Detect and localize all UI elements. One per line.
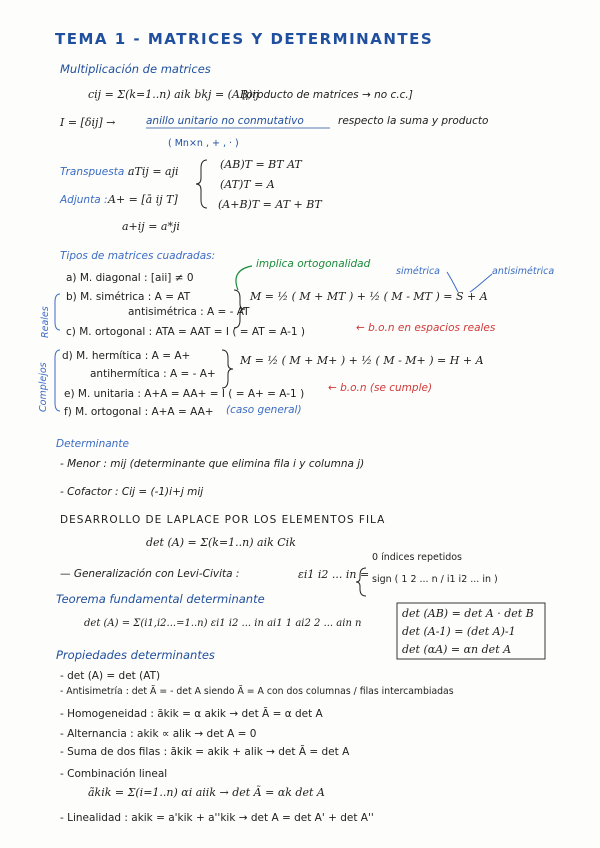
type-diagonal: a) M. diagonal : [aii] ≠ 0 — [66, 272, 194, 284]
ring-set: ( Mn×n , + , · ) — [168, 138, 239, 149]
type-antihermitica: antihermítica : A = - A+ — [90, 368, 216, 380]
label-transpuesta: Transpuesta : — [60, 166, 132, 178]
prop-combinacion: - Combinación lineal — [60, 768, 168, 780]
type-simetrica: b) M. simétrica : A = AT — [66, 291, 191, 303]
label-adjunta: Adjunta : — [60, 194, 108, 206]
prop-antisimetria: - Antisimetría : det Ã = - det A siendo Ã = A con dos columnas / filas intercambiadas — [60, 686, 454, 697]
type-unitaria: e) M. unitaria : A+A = AA+ = I ( = A+ = A-1 ) — [64, 388, 305, 400]
levi-civita-symbol: εi1 i2 ... in = — [298, 568, 370, 581]
def-cofactor: - Cofactor : Cij = (-1)i+j mij — [60, 486, 204, 498]
formula-adjunta-2: a+ij = a*ji — [122, 220, 180, 233]
tag-antisimetrica: antisimétrica — [492, 266, 555, 277]
prop-transpose-2: (AT)T = A — [220, 178, 275, 191]
label-complejos: Complejos — [38, 362, 49, 412]
formula-transpuesta: aTij = aji — [128, 165, 179, 178]
section-heading-multiplication: Multiplicación de matrices — [60, 62, 211, 76]
type-ortogonal: c) M. ortogonal : ATA = AAT = I ( = AT = A-1 ) — [66, 326, 305, 338]
levi-civita-label: — Generalización con Levi-Civita : — [60, 568, 240, 580]
note-ring-rest: respecto la suma y producto — [338, 115, 489, 127]
formula-adjunta: A+ = [ā ij T] — [108, 193, 178, 206]
formula-identity: I = [δij] → — [60, 116, 116, 129]
type-ortogonal-complex: f) M. ortogonal : A+A = AA+ — [64, 406, 214, 418]
formula-product: cij = Σ(k=1..n) aik bkj = (AB)ij — [88, 88, 260, 101]
type-antisimetrica: antisimétrica : A = - AT — [128, 306, 250, 318]
box-det-scalar: det (αA) = αn det A — [402, 643, 512, 656]
decomp-complex: M = ½ ( M + M+ ) + ½ ( M - M+ ) = H + A — [240, 354, 484, 367]
levi-case-2: sign ( 1 2 ... n / i1 i2 ... in ) — [372, 574, 498, 585]
type-hermitica: d) M. hermítica : A = A+ — [62, 350, 191, 362]
box-det-inverse: det (A-1) = (det A)-1 — [402, 625, 516, 638]
prop-transpose-1: (AB)T = BT AT — [220, 158, 302, 171]
box-det-ab: det (AB) = det A · det B — [402, 607, 534, 620]
decomp-real: M = ½ ( M + MT ) + ½ ( M - MT ) = S + A — [250, 290, 488, 303]
prop-linealidad: - Linealidad : akik = a'kik + a''kik → det A = det A' + det A'' — [60, 812, 374, 824]
section-heading-propiedades: Propiedades determinantes — [56, 648, 215, 662]
note-bon-real: ← b.o.n en espacios reales — [356, 322, 496, 334]
note-ring: anillo unitario no conmutativo — [146, 115, 304, 127]
label-reales: Reales — [40, 306, 51, 338]
prop-suma-filas: - Suma de dos filas : ãkik = akik + alik → det Ã = det A — [60, 746, 350, 758]
prop-transpose-3: (A+B)T = AT + BT — [218, 198, 322, 211]
levi-case-1: 0 índices repetidos — [372, 552, 463, 563]
note-implica: implica ortogonalidad — [256, 258, 371, 270]
teorema-formula: det (A) = Σ(i1,i2...=1..n) εi1 i2 ... in ai1 1 ai2 2 ... ain n — [84, 618, 362, 629]
laplace-heading: DESARROLLO DE LAPLACE POR LOS ELEMENTOS FILA — [60, 514, 386, 526]
note-product: [producto de matrices → no c.c.] — [242, 89, 413, 101]
prop-transpose: - det (A) = det (AT) — [60, 670, 161, 682]
prop-alternancia: - Alternancia : akik ∝ alik → det A = 0 — [60, 728, 257, 740]
laplace-formula: det (A) = Σ(k=1..n) aik Cik — [146, 536, 296, 549]
section-heading-types: Tipos de matrices cuadradas: — [60, 250, 216, 262]
tag-simetrica: simétrica — [396, 266, 441, 277]
page-title: TEMA 1 - MATRICES Y DETERMINANTES — [55, 30, 434, 48]
def-menor: - Menor : mij (determinante que elimina fila i y columna j) — [60, 458, 365, 470]
section-heading-determinante: Determinante — [56, 438, 129, 450]
note-caso-general: (caso general) — [226, 404, 302, 416]
prop-combinacion-formula: ãkik = Σ(i=1..n) αi aiik → det Ã = αk det A — [88, 786, 325, 799]
section-heading-teorema: Teorema fundamental determinante — [56, 592, 265, 606]
prop-homogeneidad: - Homogeneidad : ãkik = α akik → det Ã = α det A — [60, 708, 323, 720]
note-bon-complex: ← b.o.n (se cumple) — [328, 382, 433, 394]
